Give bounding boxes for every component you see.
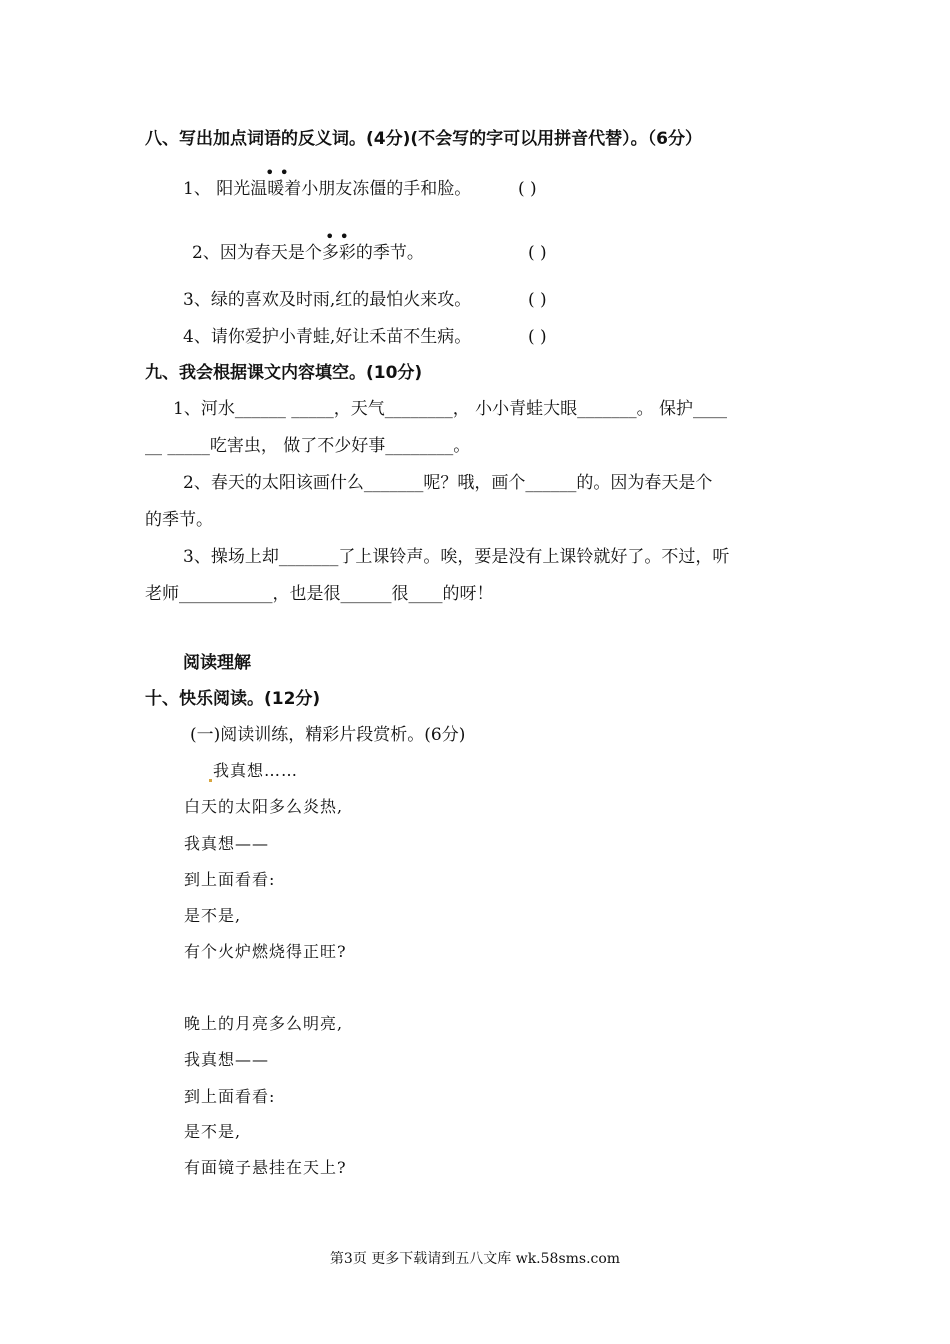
section9-title: 九、我会根据课文内容填空。(10分)	[145, 363, 423, 383]
section9-line-4: 的季节。	[145, 510, 213, 530]
section9-line-6: 老师___________，也是很______很____的呀！	[145, 584, 494, 604]
stanza2-line-4: 是不是,	[184, 1122, 242, 1141]
stanza2-line-3: 到上面看看:	[184, 1087, 276, 1106]
section10-title: 十、快乐阅读。(12分)	[145, 689, 321, 709]
section9-line-1: 1、河水______ _____，天气________， 小小青蛙大眼_______。 保护____	[173, 399, 728, 419]
emphasis-dots-1: • •	[265, 163, 289, 182]
stanza1-line-4: 是不是,	[184, 906, 242, 925]
reading-subtitle: (一)阅读训练，精彩片段赏析。(6分)	[190, 725, 466, 745]
section8-paren-2: ( )	[528, 243, 547, 263]
section9-line-2: __ _____吃害虫， 做了不少好事________。	[145, 436, 471, 456]
section8-item-3: 3、绿的喜欢及时雨,红的最怕火来攻。	[183, 290, 472, 310]
stanza1-line-2: 我真想——	[184, 834, 270, 853]
stanza1-line-3: 到上面看看:	[184, 870, 276, 889]
section8-item-2: 2、因为春天是个多彩的季节。	[192, 243, 424, 263]
section8-paren-4: ( )	[528, 327, 547, 347]
stanza2-line-2: 我真想——	[184, 1050, 270, 1069]
section8-title: 八、写出加点词语的反义词。(4分)(不会写的字可以用拼音代替）。（6分）	[145, 129, 702, 149]
section9-line-3: 2、春天的太阳该画什么_______呢？哦，画个______的。因为春天是个	[183, 473, 713, 493]
poem-title	[209, 760, 298, 782]
stanza1-line-5: 有个火炉燃烧得正旺?	[184, 942, 347, 961]
poem-title-text: 我真想……	[213, 761, 299, 780]
reading-heading: 阅读理解	[183, 653, 251, 673]
stanza1-line-1: 白天的太阳多么炎热,	[184, 797, 344, 816]
stanza2-line-5: 有面镜子悬挂在天上?	[184, 1158, 347, 1177]
marker-icon	[209, 779, 212, 782]
section8-item-4: 4、请你爱护小青蛙,好让禾苗不生病。	[183, 327, 472, 347]
page-footer: 第3页 更多下载请到五八文库 wk.58sms.com	[329, 1251, 621, 1267]
section8-paren-3: ( )	[528, 290, 547, 310]
emphasis-dots-2: • •	[325, 227, 349, 246]
section8-item-1: 1、 阳光温暖着小朋友冻僵的手和脸。	[183, 179, 472, 199]
stanza2-line-1: 晚上的月亮多么明亮,	[184, 1014, 344, 1033]
section8-paren-1: ( )	[518, 179, 537, 199]
section9-line-5: 3、操场上却_______了上课铃声。唉，要是没有上课铃就好了。不过，听	[183, 547, 730, 567]
